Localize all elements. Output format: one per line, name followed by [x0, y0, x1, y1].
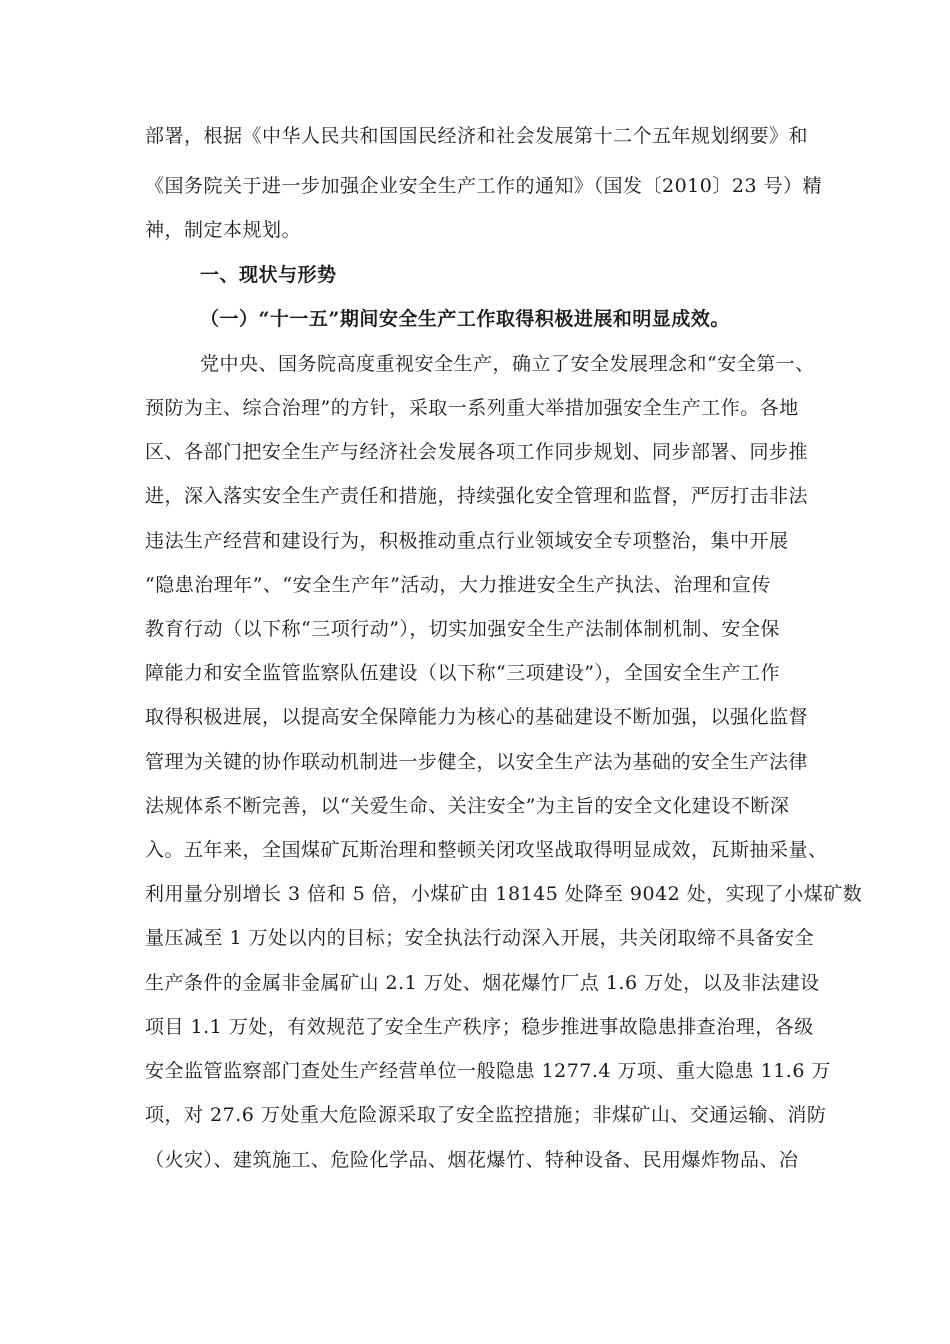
paragraph-line: 教育行动（以下称“三项行动”），切实加强安全生产法制体制机制、安全保	[145, 618, 780, 640]
paragraph-line: 党中央、国务院高度重视安全生产，确立了安全发展理念和“安全第一、	[200, 353, 815, 375]
paragraph-line: 部署，根据《中华人民共和国国民经济和社会发展第十二个五年规划纲要》和	[145, 125, 809, 147]
paragraph-line: 法规体系不断完善，以“关爱生命、关注安全”为主旨的安全文化建设不断深	[145, 795, 790, 817]
paragraph-line: 区、各部门把安全生产与经济社会发展各项工作同步规划、同步部署、同步推	[145, 441, 809, 463]
subsection-heading: （一）“十一五”期间安全生产工作取得积极进展和明显成效。	[200, 308, 730, 330]
paragraph-line: 安全监管监察部门查处生产经营单位一般隐患 1277.4 万项、重大隐患 11.6 万	[145, 1060, 831, 1082]
paragraph-line: 《国务院关于进一步加强企业安全生产工作的通知》（国发〔2010〕23 号）精	[145, 175, 823, 197]
section-heading: 一、现状与形势	[200, 264, 337, 286]
paragraph-line: 进，深入落实安全生产责任和措施，持续强化安全管理和监督，严厉打击非法	[145, 485, 809, 507]
paragraph-line: 利用量分别增长 3 倍和 5 倍，小煤矿由 18145 处降至 9042 处，实现了小煤矿数	[145, 883, 863, 905]
paragraph-line: 预防为主、综合治理”的方针，采取一系列重大举措加强安全生产工作。各地	[145, 397, 799, 419]
paragraph-line: （火灾）、建筑施工、危险化学品、烟花爆竹、特种设备、民用爆炸物品、冶	[145, 1149, 799, 1171]
paragraph-line: 违法生产经营和建设行为，积极推动重点行业领域安全专项整治，集中开展	[145, 530, 789, 552]
paragraph-line: 生产条件的金属非金属矿山 2.1 万处、烟花爆竹厂点 1.6 万处，以及非法建设	[145, 972, 820, 994]
paragraph-line: 神，制定本规划。	[145, 219, 302, 241]
paragraph-line: 项目 1.1 万处，有效规范了安全生产秩序；稳步推进事故隐患排查治理，各级	[145, 1016, 814, 1038]
paragraph-line: 管理为关键的协作联动机制进一步健全，以安全生产法为基础的安全生产法律	[145, 751, 809, 773]
paragraph-line: 入。五年来，全国煤矿瓦斯治理和整顿关闭攻坚战取得明显成效，瓦斯抽采量、	[145, 839, 828, 861]
paragraph-line: 量压减至 1 万处以内的目标；安全执法行动深入开展，共关闭取缔不具备安全	[145, 927, 815, 949]
paragraph-line: 项，对 27.6 万处重大危险源采取了安全监控措施；非煤矿山、交通运输、消防	[145, 1104, 827, 1126]
paragraph-line: 取得积极进展，以提高安全保障能力为核心的基础建设不断加强，以强化监督	[145, 706, 809, 728]
paragraph-line: “隐患治理年”、“安全生产年”活动，大力推进安全生产执法、治理和宣传	[145, 574, 771, 596]
paragraph-line: 障能力和安全监管监察队伍建设（以下称“三项建设”），全国安全生产工作	[145, 662, 780, 684]
